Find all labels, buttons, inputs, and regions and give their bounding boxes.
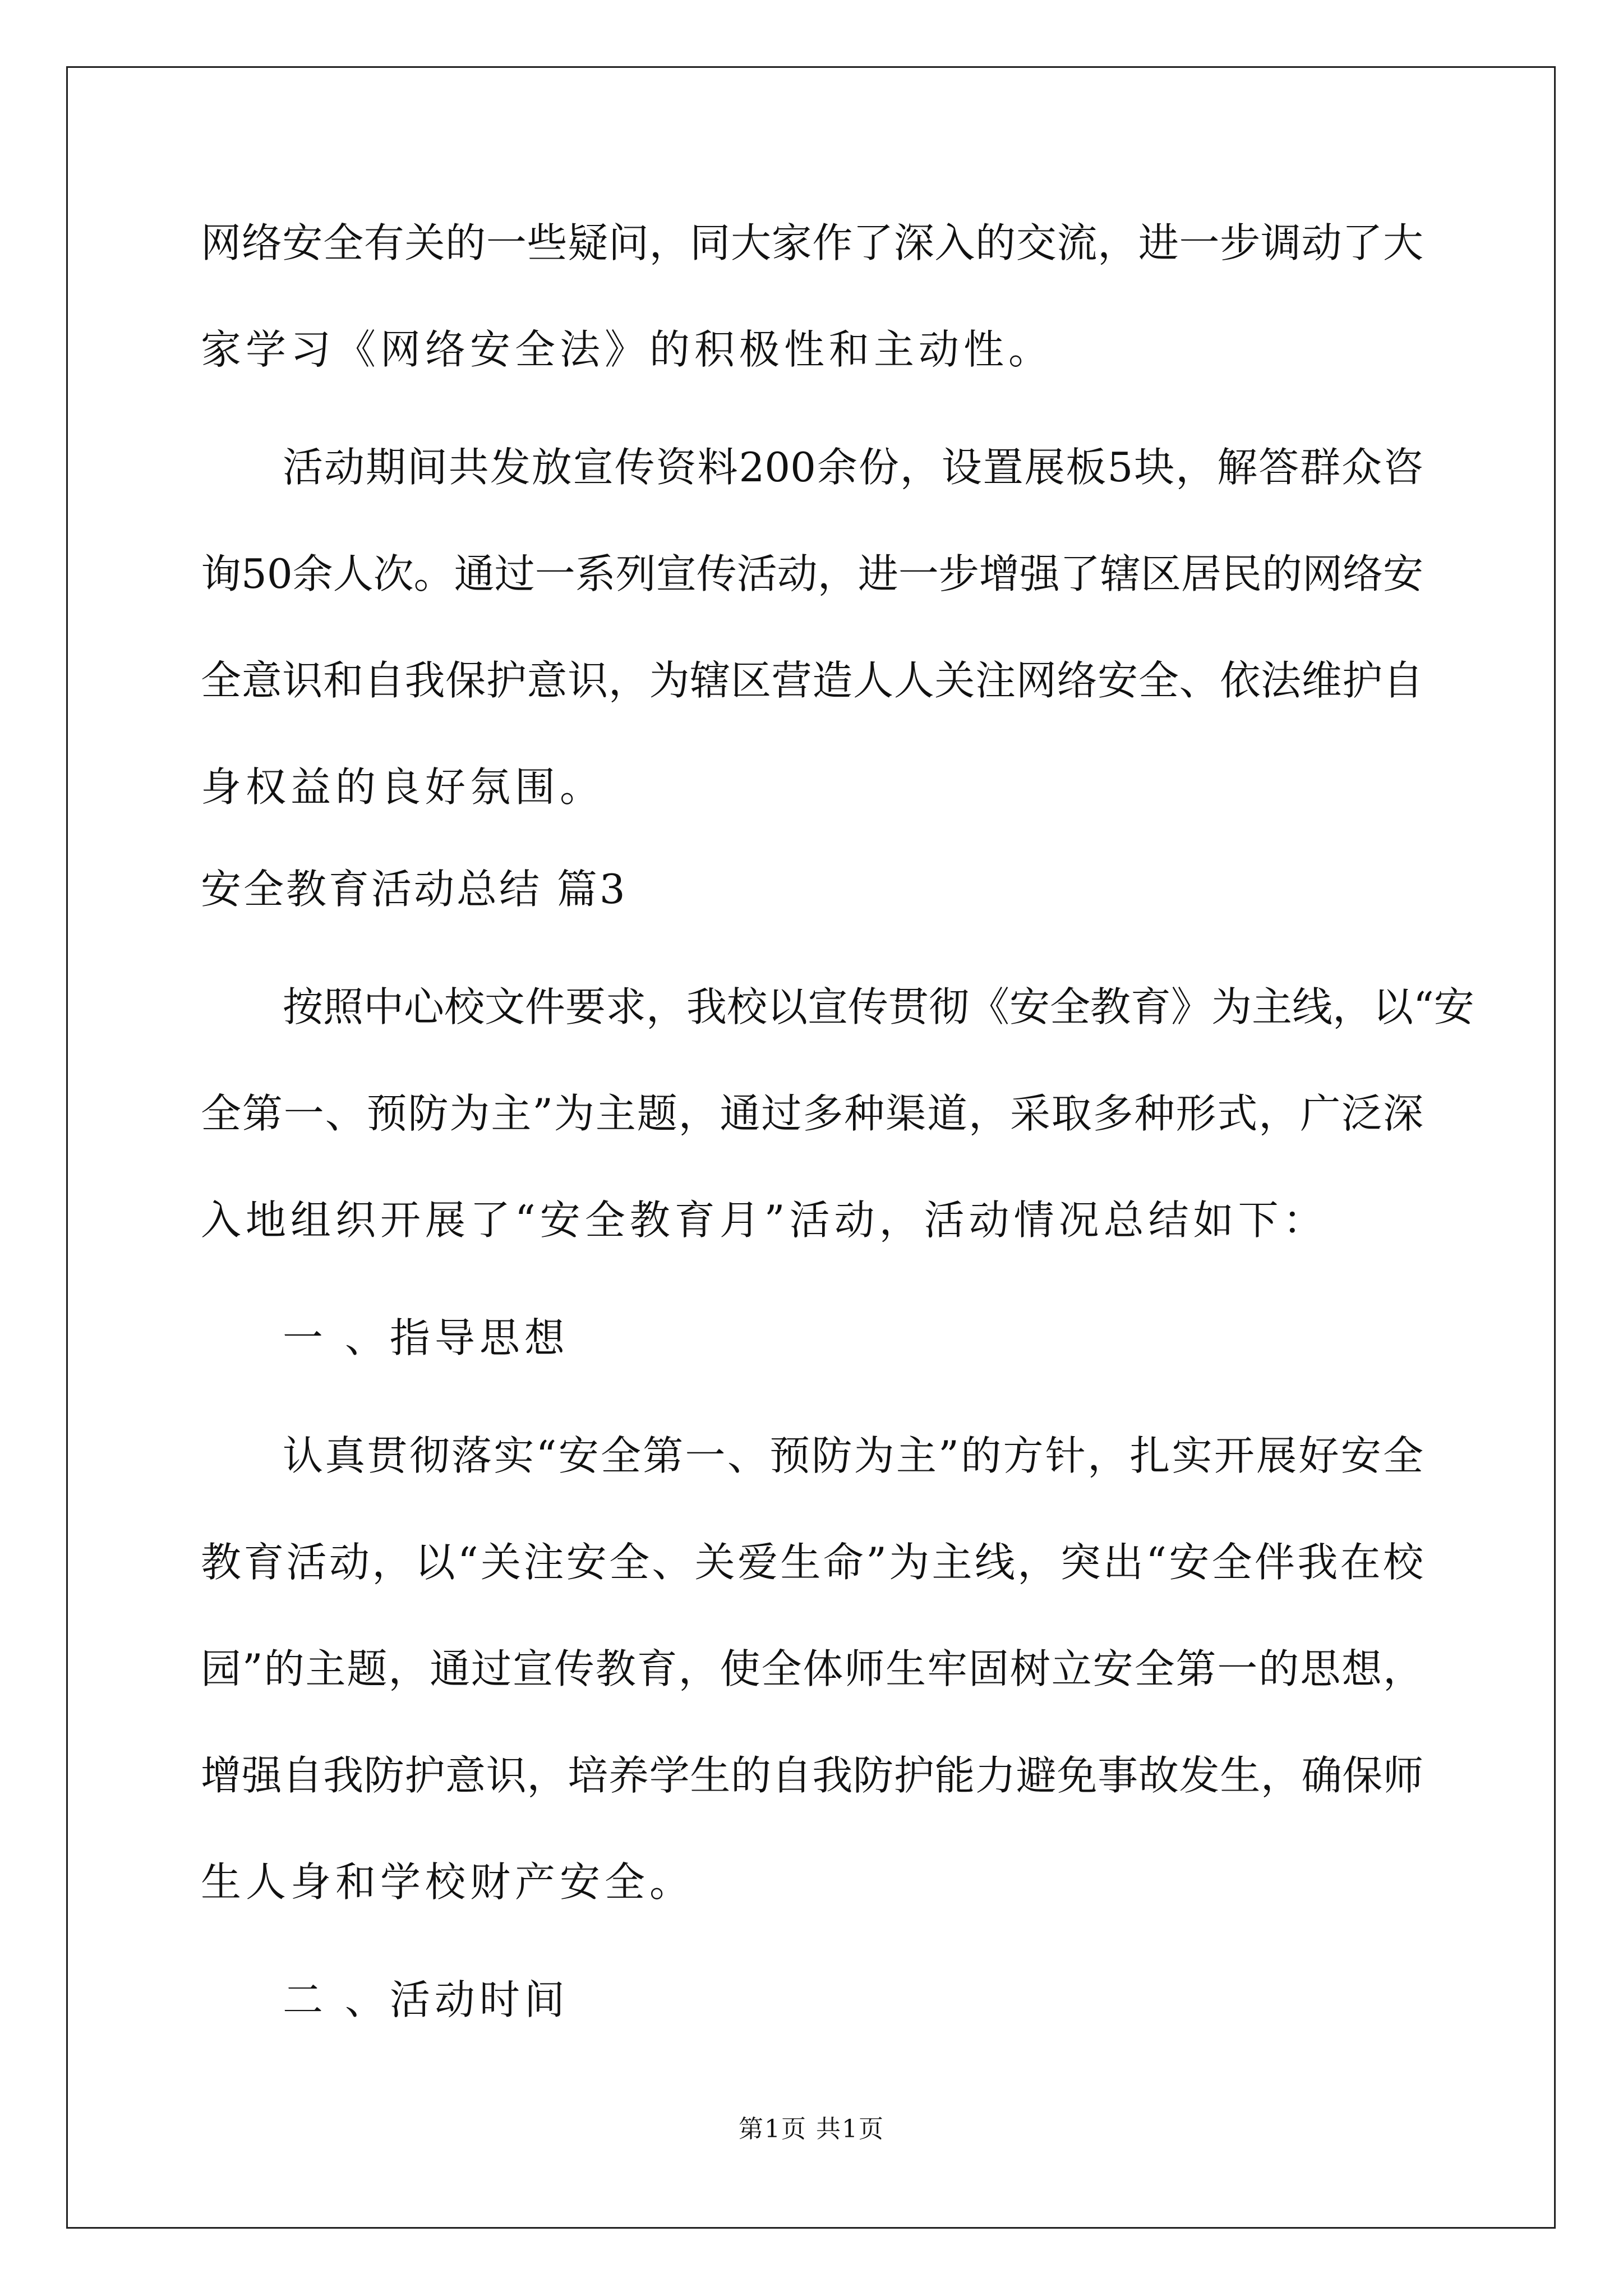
text-line-9: 全第一、预防为主”为主题，通过多种渠道，采取多种形式，广泛深: [201, 1090, 1423, 1137]
text-line-4: 询50余人次。通过一系列宣传活动，进一步增强了辖区居民的网络安: [201, 550, 1423, 597]
text-line-12: 认真贯彻落实“安全第一、预防为主”的方针，扎实开展好安全: [283, 1432, 1423, 1479]
text-line-3: 活动期间共发放宣传资料200余份，设置展板5块，解答群众咨: [283, 444, 1423, 491]
text-line-6: 身权益的良好氛围。: [201, 763, 605, 811]
text-line-13: 教育活动，以“关注安全、关爱生命”为主线，突出“安全伴我在校: [201, 1539, 1423, 1586]
text-line-5: 全意识和自我保护意识，为辖区营造人人关注网络安全、依法维护自: [201, 657, 1423, 704]
text-line-8: 按照中心校文件要求，我校以宣传贯彻《安全教育》为主线，以“安: [283, 983, 1474, 1030]
text-line-2: 家学习《网络安全法》的积极性和主动性。: [201, 326, 1054, 373]
text-line-1: 网络安全有关的一些疑问，同大家作了深入的交流，进一步调动了大: [201, 219, 1423, 266]
text-line-10: 入地组织开展了“安全教育月”活动，活动情况总结如下：: [201, 1197, 1328, 1244]
text-line-16: 生人身和学校财产安全。: [201, 1858, 695, 1906]
subheading-guiding-thought: 一 、指导思想: [283, 1314, 569, 1361]
text-line-15: 增强自我防护意识，培养学生的自我防护能力避免事故发生，确保师: [201, 1752, 1423, 1799]
subheading-activity-time: 二 、活动时间: [283, 1976, 569, 2023]
page-footer: 第1页 共1页: [739, 2115, 884, 2143]
section-heading: 安全教育活动总结 篇3: [201, 866, 628, 913]
text-line-14: 园”的主题，通过宣传教育，使全体师生牢固树立安全第一的思想，: [201, 1645, 1423, 1692]
